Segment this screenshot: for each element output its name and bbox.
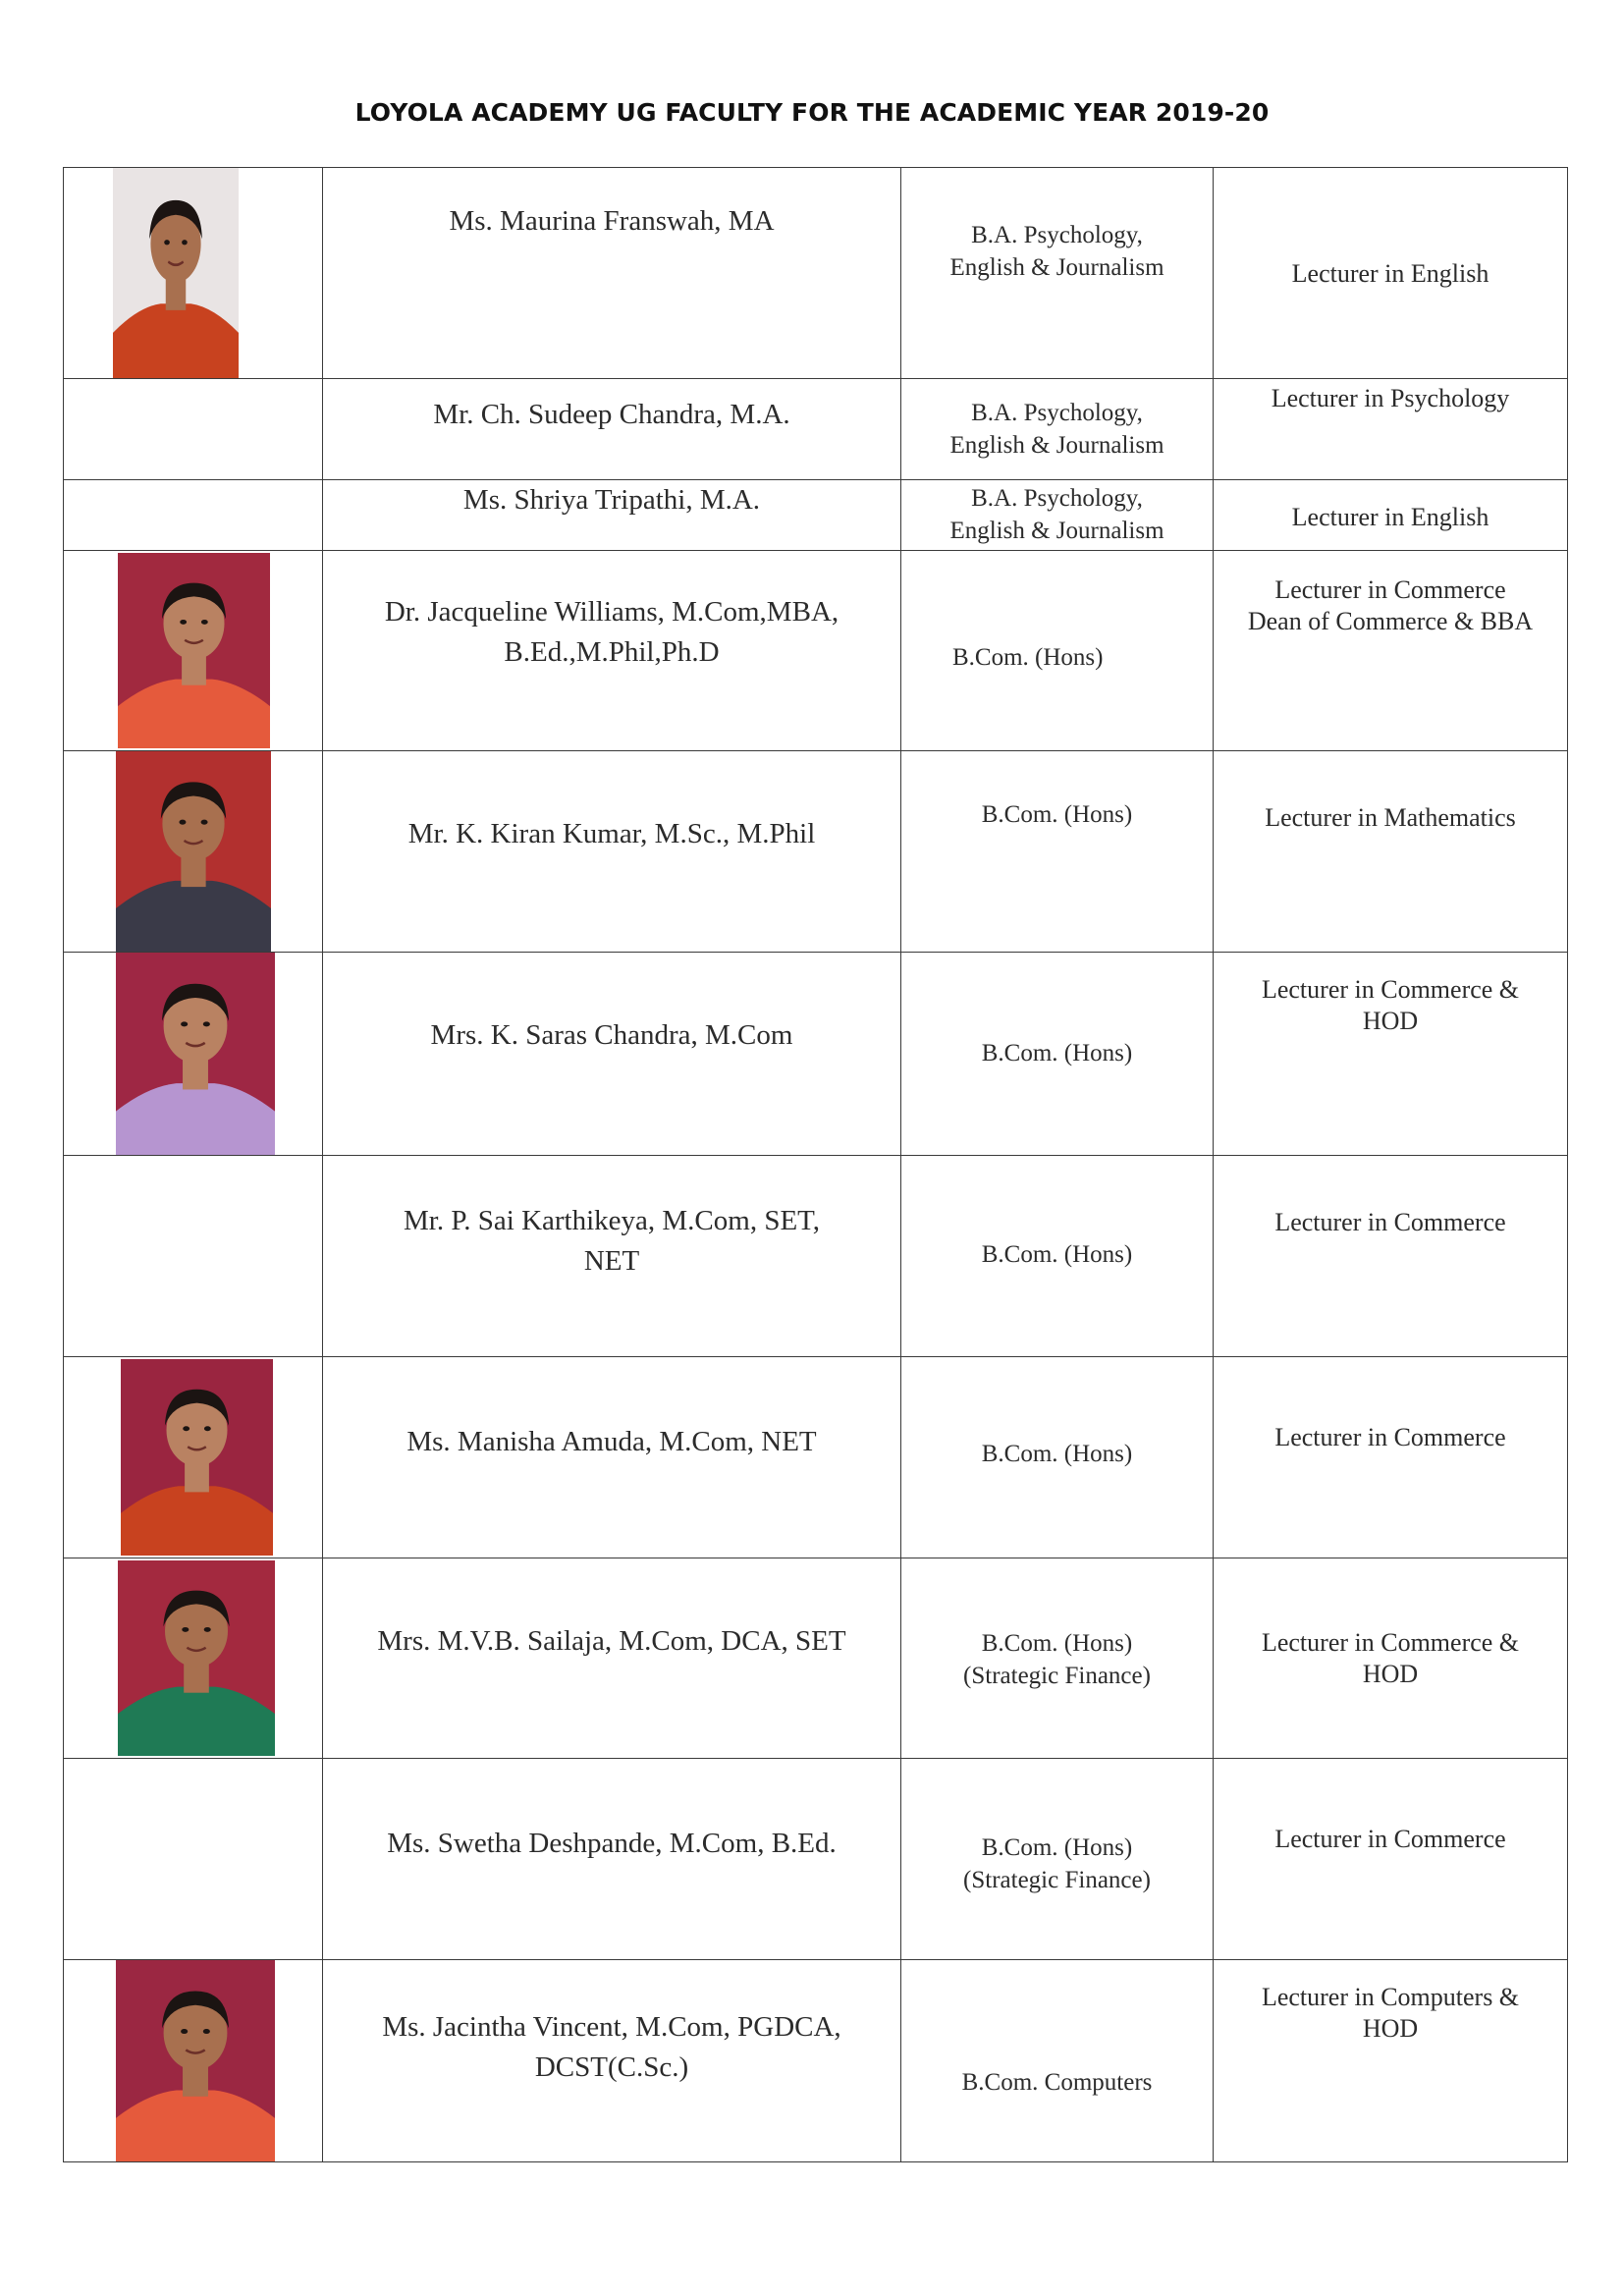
- name-cell: [323, 480, 901, 551]
- faculty-programme: B.Com. (Hons): [981, 1241, 1133, 1268]
- faculty-designation: Lecturer in English: [1291, 259, 1489, 288]
- faculty-row: [64, 953, 1568, 1156]
- faculty-name: Ms. Jacintha Vincent, M.Com, PGDCA, DCST(C.Sc.): [382, 2011, 841, 2084]
- programme-cell: [901, 1759, 1214, 1960]
- designation-cell: [1214, 379, 1568, 480]
- faculty-programme: B.Com. Computers: [961, 2069, 1153, 2096]
- designation-cell: [1214, 953, 1568, 1156]
- photo-cell: [64, 1960, 323, 2162]
- faculty-programme: B.Com. (Hons) (Strategic Finance): [963, 1834, 1151, 1893]
- programme-cell: [901, 168, 1214, 379]
- photo-cell: [64, 1759, 323, 1960]
- faculty-name: Ms. Swetha Deshpande, M.Com, B.Ed.: [387, 1828, 837, 1859]
- photo-cell: [64, 953, 323, 1156]
- faculty-designation: Lecturer in Psychology: [1271, 384, 1510, 412]
- faculty-name: Ms. Manisha Amuda, M.Com, NET: [406, 1426, 817, 1457]
- name-cell: [323, 1759, 901, 1960]
- name-cell: [323, 953, 901, 1156]
- programme-cell: [901, 1558, 1214, 1759]
- faculty-programme: B.A. Psychology, English & Journalism: [949, 222, 1164, 281]
- faculty-programme: B.Com. (Hons): [981, 1441, 1133, 1467]
- faculty-programme: B.Com. (Hons) (Strategic Finance): [963, 1630, 1151, 1689]
- faculty-name: Ms. Maurina Franswah, MA: [449, 205, 775, 237]
- name-cell: [323, 1156, 901, 1357]
- designation-cell: [1214, 1357, 1568, 1558]
- faculty-row: [64, 168, 1568, 379]
- faculty-name: Mr. Ch. Sudeep Chandra, M.A.: [433, 399, 790, 430]
- photo-cell: [64, 551, 323, 751]
- programme-cell: [901, 1156, 1214, 1357]
- page-title: LOYOLA ACADEMY UG FACULTY FOR THE ACADEMIC YEAR 2019-20: [354, 98, 1270, 127]
- faculty-name: Mr. P. Sai Karthikeya, M.Com, SET, NET: [404, 1205, 820, 1278]
- faculty-photo-image: [118, 553, 270, 748]
- faculty-name: Mrs. M.V.B. Sailaja, M.Com, DCA, SET: [377, 1625, 846, 1657]
- faculty-programme: B.Com. (Hons): [981, 1040, 1133, 1066]
- programme-cell: [901, 379, 1214, 480]
- programme-cell: [901, 551, 1214, 751]
- photo-cell: [64, 480, 323, 551]
- faculty-photo: [116, 1960, 275, 2161]
- faculty-row: [64, 1357, 1568, 1558]
- faculty-designation: Lecturer in Commerce: [1274, 1825, 1506, 1853]
- designation-cell: [1214, 480, 1568, 551]
- photo-cell: [64, 168, 323, 379]
- photo-cell: [64, 379, 323, 480]
- faculty-row: [64, 1960, 1568, 2162]
- programme-cell: [901, 751, 1214, 953]
- designation-cell: [1214, 1156, 1568, 1357]
- name-cell: [323, 379, 901, 480]
- photo-cell: [64, 1558, 323, 1759]
- faculty-name: Mr. K. Kiran Kumar, M.Sc., M.Phil: [407, 818, 816, 849]
- faculty-name: Dr. Jacqueline Williams, M.Com,MBA, B.Ed.,M.Phil,Ph.D: [384, 596, 839, 669]
- designation-cell: [1214, 1960, 1568, 2162]
- name-cell: [323, 1558, 901, 1759]
- name-cell: [323, 1960, 901, 2162]
- designation-cell: [1214, 168, 1568, 379]
- faculty-row: [64, 1156, 1568, 1357]
- faculty-name: Ms. Shriya Tripathi, M.A.: [462, 484, 761, 516]
- designation-cell: [1214, 1759, 1568, 1960]
- faculty-designation: Lecturer in Mathematics: [1265, 803, 1516, 832]
- faculty-designation: Lecturer in Commerce: [1274, 1423, 1506, 1451]
- faculty-photo-image: [116, 751, 271, 952]
- faculty-row: [64, 379, 1568, 480]
- faculty-designation: Lecturer in Commerce & HOD: [1261, 1628, 1520, 1688]
- faculty-photo: [118, 553, 270, 748]
- faculty-programme: B.Com. (Hons): [981, 801, 1133, 828]
- programme-cell: [901, 1960, 1214, 2162]
- faculty-name: Mrs. K. Saras Chandra, M.Com: [430, 1019, 793, 1051]
- faculty-photo-image: [113, 168, 239, 378]
- faculty-row: [64, 480, 1568, 551]
- faculty-row: [64, 1558, 1568, 1759]
- faculty-photo-image: [121, 1359, 273, 1556]
- faculty-photo: [116, 953, 275, 1155]
- faculty-designation: Lecturer in English: [1291, 503, 1489, 531]
- designation-cell: [1214, 1558, 1568, 1759]
- name-cell: [323, 168, 901, 379]
- faculty-photo-image: [116, 1960, 275, 2161]
- faculty-programme: B.A. Psychology, English & Journalism: [949, 485, 1164, 544]
- faculty-programme: B.Com. (Hons): [952, 644, 1104, 671]
- designation-cell: [1214, 751, 1568, 953]
- faculty-photo: [113, 168, 239, 378]
- faculty-photo-image: [116, 953, 275, 1155]
- programme-cell: [901, 1357, 1214, 1558]
- faculty-designation: Lecturer in Computers & HOD: [1261, 1983, 1520, 2043]
- photo-cell: [64, 1357, 323, 1558]
- photo-cell: [64, 751, 323, 953]
- designation-cell: [1214, 551, 1568, 751]
- faculty-designation: Lecturer in Commerce Dean of Commerce & BBA: [1247, 575, 1534, 635]
- name-cell: [323, 1357, 901, 1558]
- name-cell: [323, 551, 901, 751]
- name-cell: [323, 751, 901, 953]
- faculty-photo: [118, 1560, 275, 1756]
- faculty-designation: Lecturer in Commerce & HOD: [1261, 975, 1520, 1035]
- faculty-table: [63, 167, 1568, 2162]
- faculty-designation: Lecturer in Commerce: [1274, 1208, 1506, 1236]
- faculty-photo: [116, 751, 271, 952]
- programme-cell: [901, 953, 1214, 1156]
- faculty-photo-image: [118, 1560, 275, 1756]
- programme-cell: [901, 480, 1214, 551]
- faculty-photo: [121, 1359, 273, 1556]
- faculty-programme: B.A. Psychology, English & Journalism: [949, 400, 1164, 459]
- faculty-row: [64, 551, 1568, 751]
- faculty-row: [64, 751, 1568, 953]
- faculty-row: [64, 1759, 1568, 1960]
- photo-cell: [64, 1156, 323, 1357]
